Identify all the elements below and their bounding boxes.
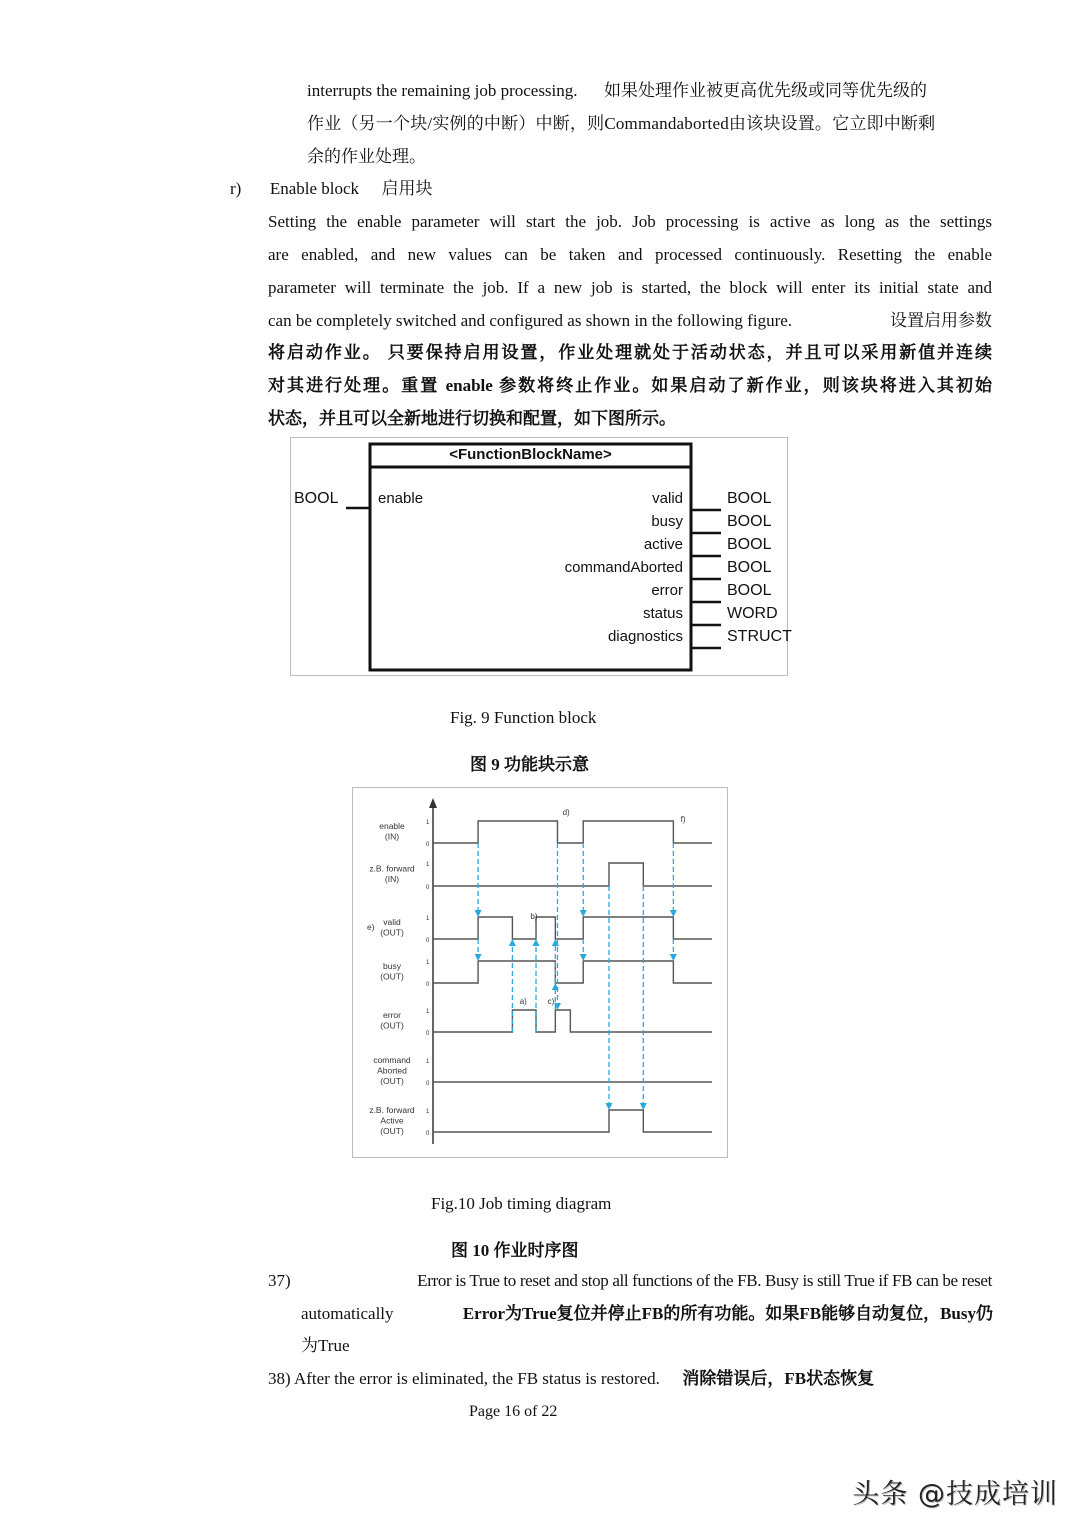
- arrow-down-icon: [580, 910, 587, 917]
- source-watermark: 头条 @技成培训: [852, 1479, 1058, 1510]
- section-title-en: Enable block: [269, 179, 360, 198]
- level-low-tick: 0: [426, 885, 430, 891]
- signal-label: Active: [380, 1115, 404, 1126]
- note-37-line-3: 为True: [301, 1336, 350, 1355]
- output-type: BOOL: [727, 559, 772, 576]
- output-type: BOOL: [727, 513, 772, 530]
- signal-label: (OUT): [380, 1076, 404, 1086]
- level-low-tick: 0: [426, 982, 430, 988]
- signal-label: enable: [379, 821, 405, 831]
- body-zh-line: 对其进行处理。重置 enable 参数将终止作业。如果启动了新作业，则该块将进入其初始: [268, 376, 992, 395]
- signal-label: command: [373, 1055, 411, 1065]
- signal-label: (OUT): [380, 1126, 404, 1136]
- level-high-tick: 1: [426, 1109, 430, 1115]
- level-high-tick: 1: [426, 1009, 430, 1015]
- intro-line-1: [307, 80, 927, 102]
- output-type: BOOL: [727, 536, 772, 553]
- body-line-4-zh: 设置启用参数: [890, 311, 992, 330]
- arrow-down-icon: [605, 1103, 612, 1110]
- signal-prefix: e): [367, 922, 375, 932]
- level-low-tick: 0: [426, 842, 430, 848]
- output-name: busy: [651, 513, 683, 530]
- timing-diagram-figure: [352, 787, 728, 1158]
- arrow-up-icon: [533, 939, 540, 946]
- body-line: parameter will terminate the job. If a new job is started, the block will enter its initial state and: [268, 278, 992, 297]
- input-type: BOOL: [294, 490, 339, 507]
- note-37-line-2: [301, 1303, 993, 1325]
- body-zh-line: 将启动作业。 只要保持启用设置，作业处理就处于活动状态，并且可以采用新值并连续: [268, 343, 992, 362]
- body-line: Setting the enable parameter will start the job. Job processing is active as long as the settings: [268, 212, 992, 231]
- output-name: commandAborted: [564, 559, 683, 576]
- arrow-down-icon: [670, 910, 677, 917]
- level-high-tick: 1: [426, 960, 430, 966]
- waveform-enable: [433, 821, 712, 843]
- signal-label: (OUT): [380, 927, 404, 938]
- output-name: status: [642, 605, 683, 622]
- signal-label: (IN): [384, 874, 400, 884]
- level-high-tick: 1: [426, 1059, 430, 1065]
- arrow-down-icon: [475, 910, 482, 917]
- level-low-tick: 0: [426, 1131, 430, 1137]
- annotation-f: f): [680, 815, 686, 824]
- arrow-down-icon: [580, 954, 587, 961]
- section-heading: [230, 178, 433, 200]
- level-low-tick: 0: [426, 938, 430, 944]
- signal-label: (OUT): [380, 971, 404, 982]
- input-name: enable: [378, 490, 424, 507]
- section-marker: r): [230, 179, 242, 198]
- annotation-d: d): [562, 808, 570, 817]
- level-high-tick: 1: [426, 820, 430, 826]
- level-high-tick: 1: [426, 862, 430, 868]
- signal-label: (OUT): [380, 1020, 404, 1031]
- fig10-caption-zh: 图 10 作业时序图: [451, 1241, 579, 1260]
- body-zh-line: 状态，并且可以全新地进行切换和配置，如下图所示。: [268, 409, 676, 428]
- waveform-forward: [433, 863, 712, 886]
- note-37-text: Error is True to reset and stop all functions of the FB. Busy is still True if FB can be reset: [417, 1271, 992, 1290]
- function-block-figure: [290, 437, 792, 676]
- annotation-a: a): [519, 997, 527, 1006]
- output-name: valid: [652, 490, 683, 507]
- output-type: WORD: [727, 605, 778, 622]
- fig10-caption-en: Fig.10 Job timing diagram: [431, 1194, 612, 1213]
- waveform-busy: [433, 961, 712, 983]
- output-type: BOOL: [727, 582, 772, 599]
- output-type: STRUCT: [727, 628, 792, 645]
- body-line-4: [268, 310, 992, 332]
- timing-diagram: [353, 788, 727, 1157]
- signal-label: Aborted: [377, 1065, 407, 1076]
- note-38-zh: 消除错误后，FB状态恢复: [682, 1369, 875, 1388]
- waveform-fwdActive: [433, 1110, 712, 1132]
- waveform-error: [433, 1010, 712, 1032]
- body-line: are enabled, and new values can be taken and processed continuously. Resetting the enable: [268, 245, 992, 264]
- signal-label: z.B. forward: [369, 1105, 415, 1115]
- arrow-down-icon: [640, 1103, 647, 1110]
- fig9-caption-en: Fig. 9 Function block: [450, 708, 597, 727]
- output-name: active: [643, 536, 683, 553]
- note-37-en: automatically: [301, 1304, 394, 1323]
- body-line-4-en: can be completely switched and configured as shown in the following figure.: [268, 311, 793, 330]
- output-name: diagnostics: [607, 628, 683, 645]
- arrow-down-icon: [670, 954, 677, 961]
- fig9-caption-zh: 图 9 功能块示意: [470, 755, 589, 774]
- annotation-c: c): [547, 997, 555, 1006]
- arrow-down-icon: [475, 954, 482, 961]
- intro-en: interrupts the remaining job processing.: [307, 81, 578, 100]
- output-name: error: [651, 582, 683, 599]
- signal-label: (IN): [384, 831, 400, 842]
- intro-zh: 如果处理作业被更高优先级或同等优先级的: [604, 81, 928, 100]
- page-number: Page 16 of 22: [469, 1403, 558, 1420]
- signal-label: error: [383, 1010, 401, 1020]
- section-title-zh: 启用块: [381, 179, 433, 198]
- intro-line-3: 余的作业处理。: [307, 147, 426, 166]
- level-low-tick: 0: [426, 1031, 430, 1037]
- waveform-valid: [433, 917, 712, 939]
- output-type: BOOL: [727, 490, 772, 507]
- note-37-line-1: [268, 1270, 992, 1292]
- intro-line-2: 作业（另一个块/实例的中断）中断，则Commandaborted由该块设置。它立即中断剩: [307, 114, 936, 133]
- signal-label: busy: [383, 961, 401, 971]
- signal-label: z.B. forward: [369, 863, 415, 874]
- arrow-up-icon: [509, 939, 516, 946]
- note-37-number: 37): [268, 1271, 291, 1290]
- level-low-tick: 0: [426, 1081, 430, 1087]
- axis-arrow-icon: [429, 798, 437, 808]
- signal-label: valid: [383, 917, 401, 927]
- level-high-tick: 1: [426, 916, 430, 922]
- note-38-en: 38) After the error is eliminated, the FB status is restored.: [268, 1369, 660, 1388]
- note-37-zh: Error为True复位并停止FB的所有功能。如果FB能够自动复位，Busy仍: [462, 1304, 993, 1323]
- block-name: <FunctionBlockName>: [449, 446, 612, 463]
- note-38: [268, 1368, 874, 1390]
- function-block-diagram: [291, 438, 787, 675]
- annotation-b: b): [530, 912, 538, 921]
